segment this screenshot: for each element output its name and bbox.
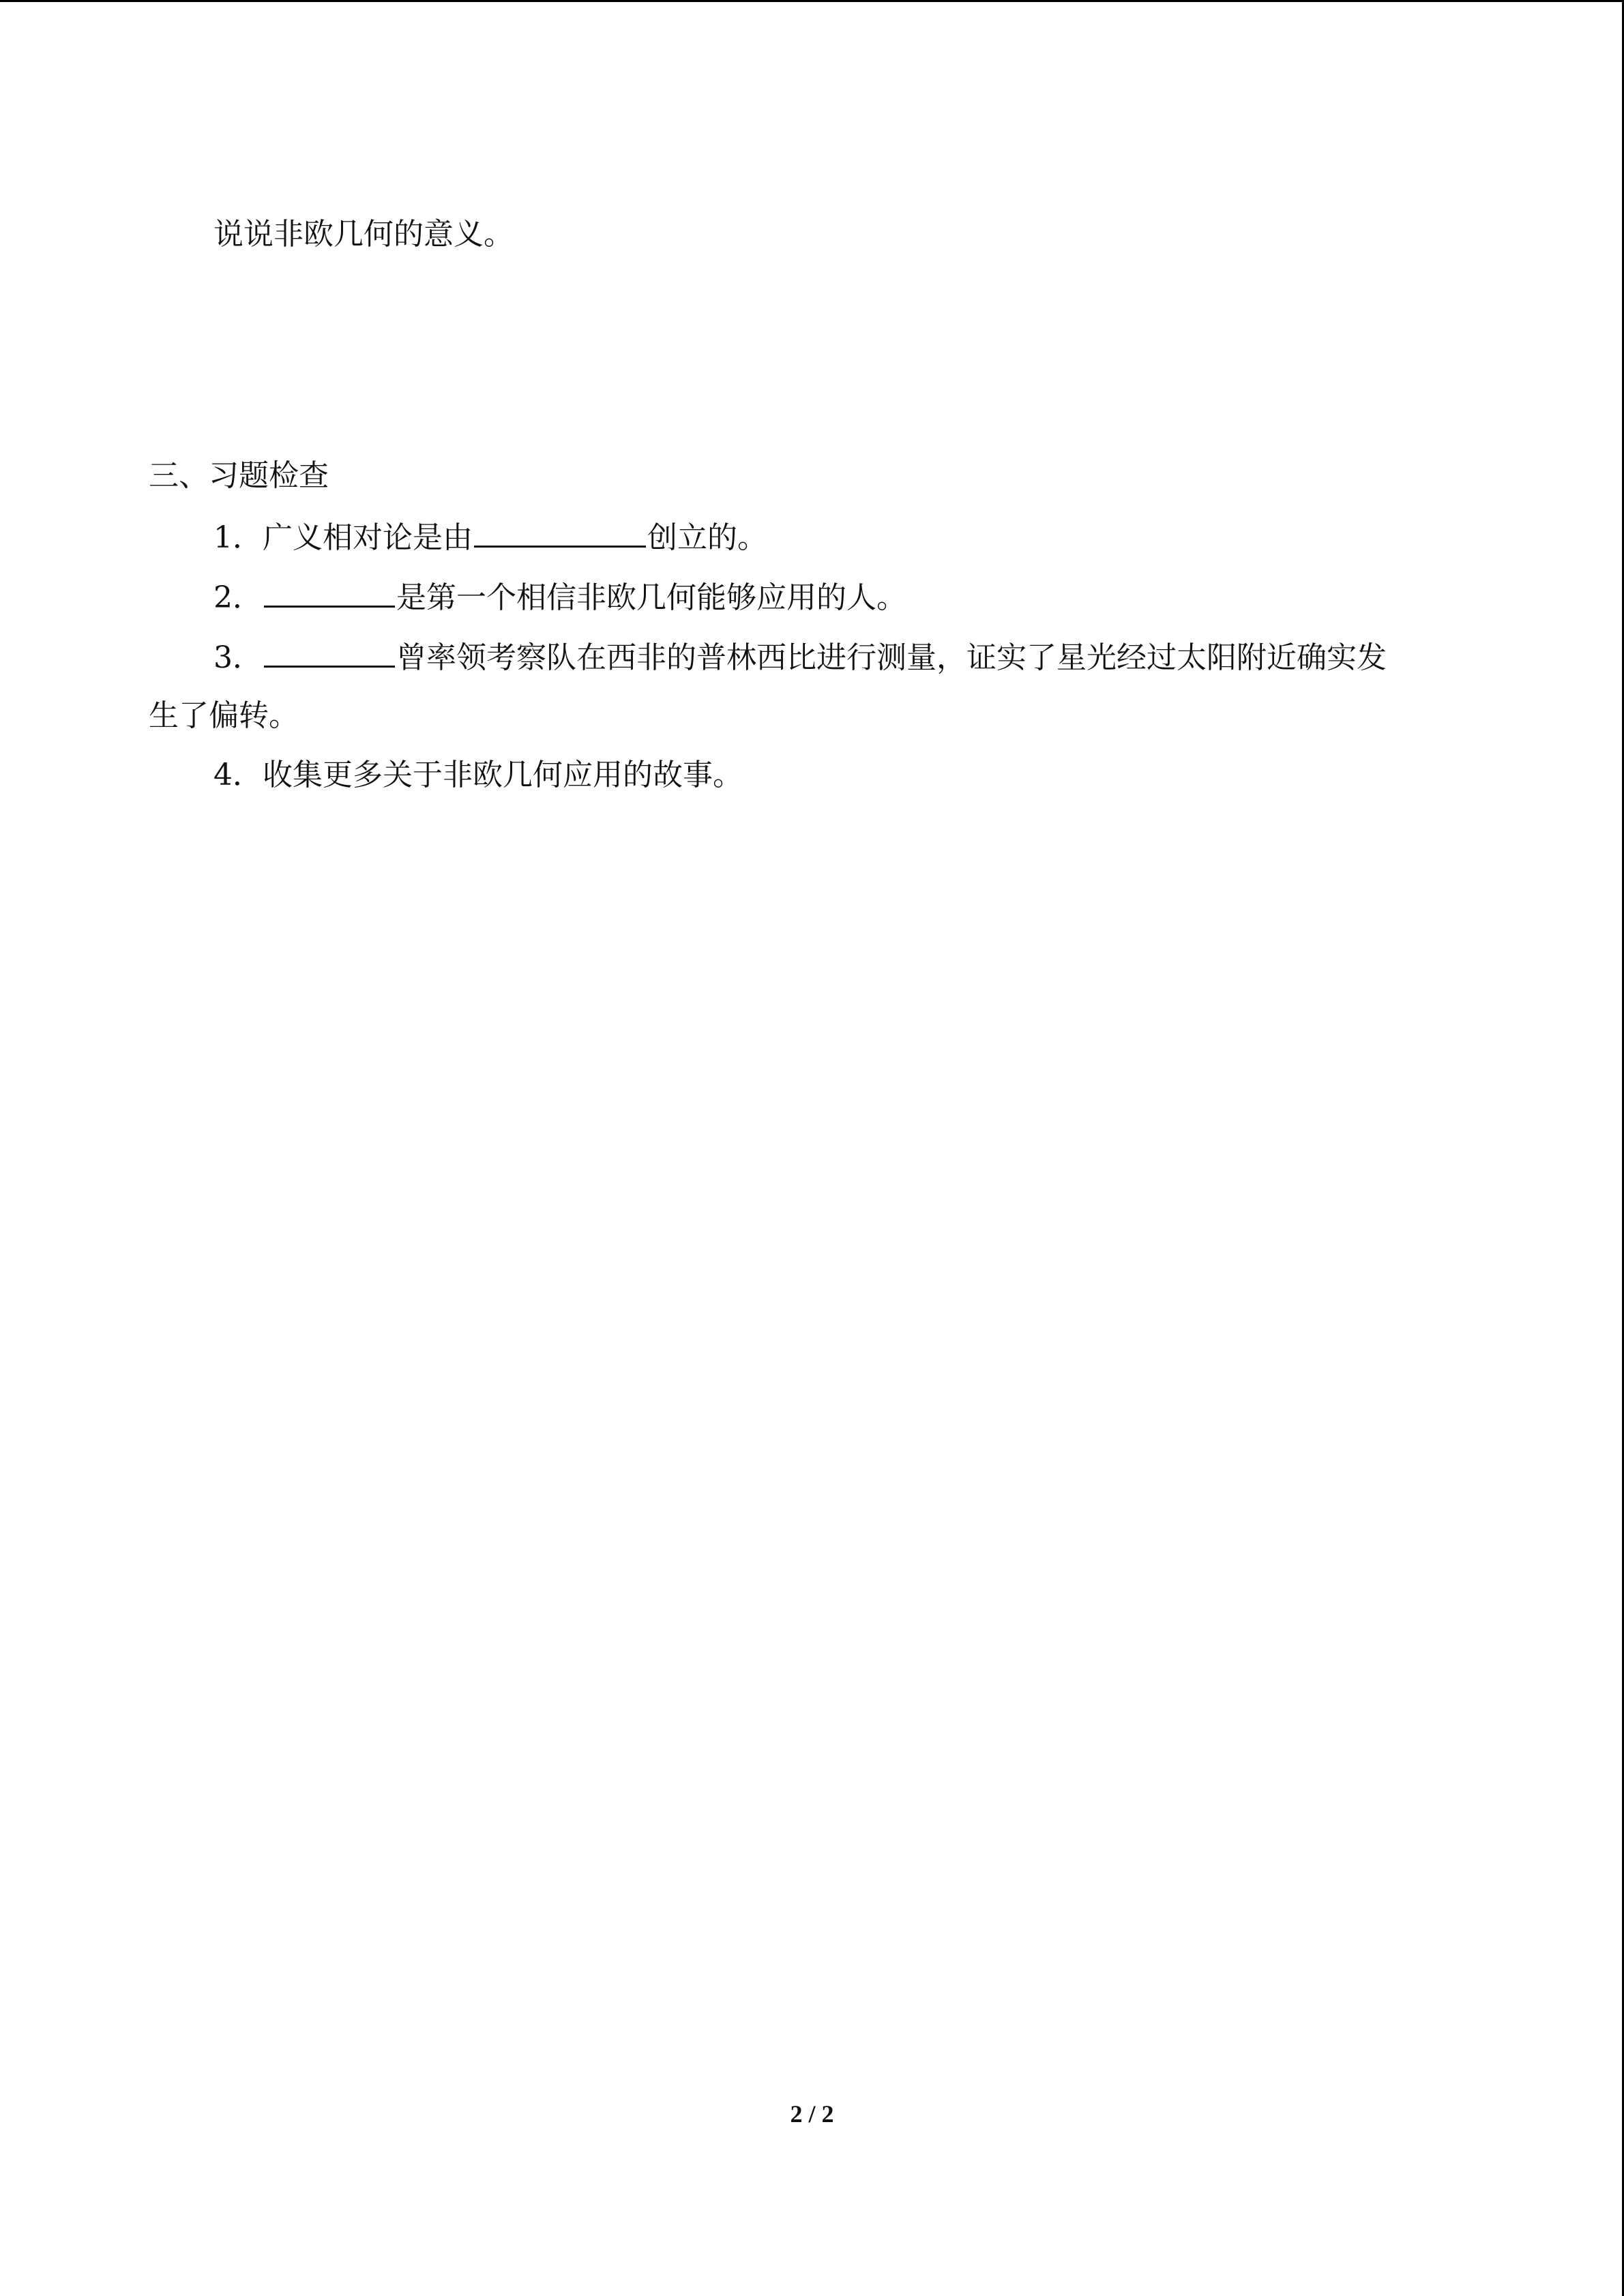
question-2-blank[interactable] xyxy=(264,576,395,608)
question-2-text-after: 是第一个相信非欧几何能够应用的人。 xyxy=(396,580,906,615)
question-3-text-after: 曾率领考察队在西非的普林西比进行测量，证实了星光经过太阳附近确实发 xyxy=(396,640,1387,675)
question-3-line-2: 生了偏转。 xyxy=(149,698,299,733)
question-1-text-before: 广义相对论是由 xyxy=(263,520,473,555)
question-1-blank[interactable] xyxy=(474,516,646,548)
page-top-border xyxy=(0,0,1624,2)
question-1-number: 1． xyxy=(213,520,263,555)
question-2 xyxy=(213,576,906,618)
question-4-number: 4． xyxy=(213,758,263,792)
question-1 xyxy=(213,516,767,558)
question-4-text: 收集更多关于非欧几何应用的故事。 xyxy=(263,758,743,792)
intro-prompt: 说说非欧几何的意义。 xyxy=(213,217,514,252)
question-4 xyxy=(213,755,743,796)
question-3-number: 3． xyxy=(213,640,263,675)
question-2-number: 2． xyxy=(213,580,263,615)
question-1-text-after: 创立的。 xyxy=(647,520,767,555)
page-indicator: 2 / 2 xyxy=(790,2100,834,2128)
question-3-line-1 xyxy=(213,636,1387,679)
question-3-blank[interactable] xyxy=(264,636,395,668)
section-heading: 三、习题检查 xyxy=(149,458,329,493)
